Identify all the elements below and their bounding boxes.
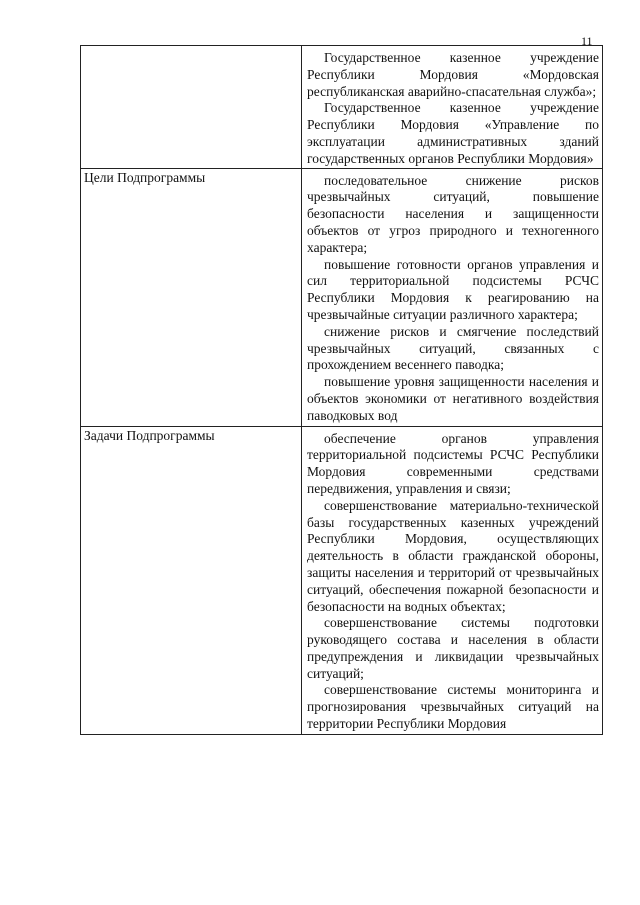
row-content-executors	[302, 46, 603, 169]
paragraph: совершенствование материально-технической базы государственных казенных учреждений Республики Мордовия, осуществляющих деятельность в области гражданской обороны, защиты населения и территорий от чрезвычайных ситуаций, обеспечения пожарной безопасности и безопасности на водных объектах;	[307, 497, 599, 614]
paragraph: совершенствование системы подготовки руководящего состава и населения в области предупреждения и ликвидации чрезвычайных ситуаций;	[307, 615, 599, 681]
paragraph: обеспечение органов управления территориальной подсистемы РСЧС Республики Мордовия современными средствами передвижения, управления и связи;	[307, 430, 599, 496]
row-content-goals	[302, 168, 603, 426]
paragraph: последовательное снижение рисков чрезвычайных ситуаций, повышение безопасности населения и защищенности объектов от угроз природного и техногенного характера;	[307, 172, 599, 255]
paragraph: снижение рисков и смягчение последствий чрезвычайных ситуаций, связанных с прохождением весеннего паводка;	[307, 323, 599, 373]
table-row-tasks	[81, 426, 603, 734]
row-content-tasks	[302, 426, 603, 734]
paragraph: Государственное казенное учреждение Республики Мордовия «Управление по эксплуатации административных зданий государственных органов Республики Мордовия»	[307, 100, 599, 166]
row-label-goals: Цели Подпрограммы	[81, 168, 302, 426]
paragraph: Государственное казенное учреждение Республики Мордовия «Мордовская республиканская аварийно-спасательная служба»;	[307, 50, 599, 99]
row-label-tasks: Задачи Подпрограммы	[81, 426, 302, 734]
table-row-goals	[81, 168, 603, 426]
row-label-executors	[81, 46, 302, 169]
paragraph: совершенствование системы мониторинга и прогнозирования чрезвычайных ситуаций на территории Республики Мордовия	[307, 682, 599, 732]
subprogram-passport-table	[80, 45, 603, 735]
page-number: 11	[581, 34, 593, 48]
paragraph: повышение уровня защищенности населения и объектов экономики от негативного воздействия паводковых вод	[307, 374, 599, 423]
paragraph: повышение готовности органов управления и сил территориальной подсистемы РСЧС Республики Мордовия к реагированию на чрезвычайные ситуации различного характера;	[307, 256, 599, 322]
table-row-executors	[81, 46, 603, 169]
